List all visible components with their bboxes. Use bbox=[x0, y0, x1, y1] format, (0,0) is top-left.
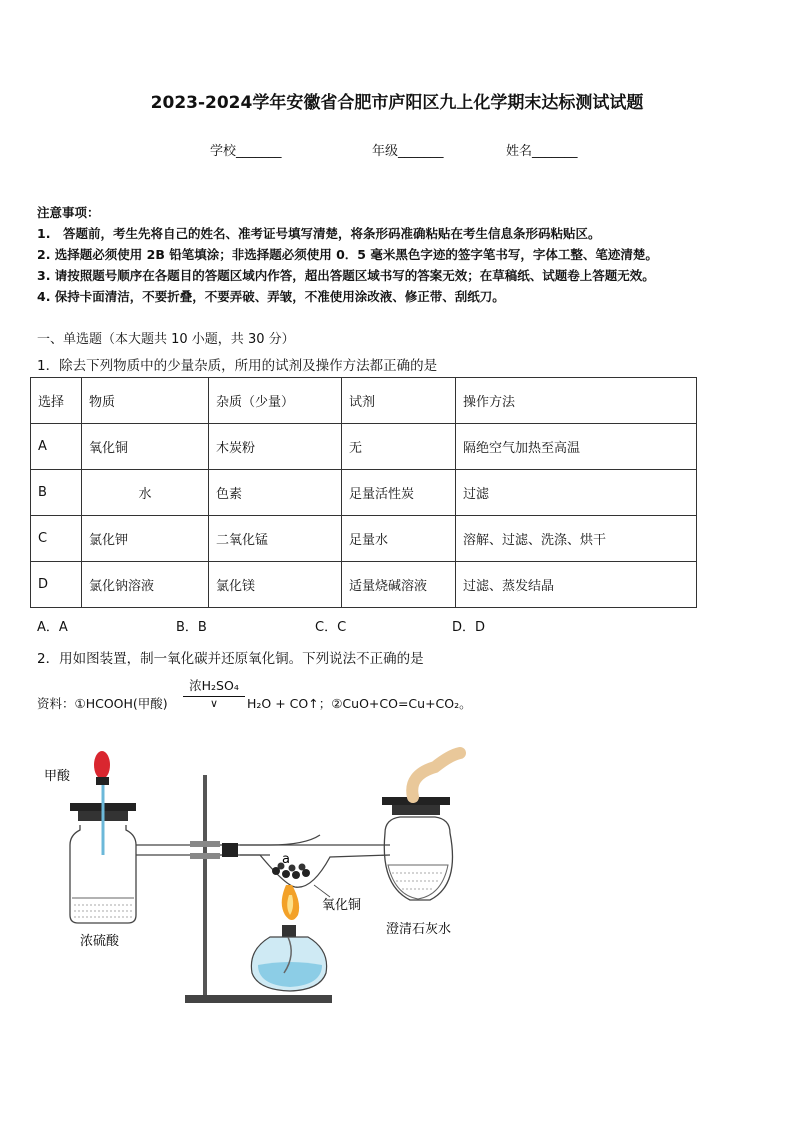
grade-field: 年级_______ bbox=[372, 144, 444, 159]
table-cell: 氯化镁 bbox=[209, 562, 342, 608]
choice-a[interactable]: A．A bbox=[37, 620, 68, 635]
table-row bbox=[31, 424, 697, 470]
table-cell: 氧化铜 bbox=[82, 424, 209, 470]
table-cell: 二氧化锰 bbox=[209, 516, 342, 562]
table-cell: 水 bbox=[82, 470, 209, 516]
alcohol-lamp bbox=[251, 885, 326, 991]
table-row bbox=[31, 562, 697, 608]
table-cell: 氯化钠溶液 bbox=[82, 562, 209, 608]
table-row bbox=[31, 516, 697, 562]
table-cell: 足量水 bbox=[342, 516, 456, 562]
table-cell: 色素 bbox=[209, 470, 342, 516]
notes-heading: 注意事项： bbox=[37, 205, 100, 220]
table-header-cell: 物质 bbox=[82, 378, 209, 424]
table-cell: 过滤 bbox=[456, 470, 697, 516]
label-a: a bbox=[282, 852, 290, 867]
table-cell: 无 bbox=[342, 424, 456, 470]
table-cell: C bbox=[31, 516, 82, 562]
choice-b[interactable]: B．B bbox=[176, 620, 207, 635]
formula-prefix: 资料：①HCOOH(甲酸) bbox=[37, 696, 168, 711]
table-cell: 适量烧碱溶液 bbox=[342, 562, 456, 608]
condition-top: 浓H₂SO₄ bbox=[189, 678, 239, 693]
formula-suffix: H₂O + CO↑；②CuO+CO=Cu+CO₂。 bbox=[247, 696, 472, 711]
table-cell: 溶解、过滤、洗涤、烘干 bbox=[456, 516, 697, 562]
choice-d[interactable]: D．D bbox=[452, 620, 486, 635]
note-item: 1. 答题前，考生先将自己的姓名、准考证号填写清楚，将条形码准确粘贴在考生信息条形码粘贴区。 bbox=[37, 226, 601, 241]
table-header-cell: 杂质（少量） bbox=[209, 378, 342, 424]
table-header-row bbox=[31, 378, 697, 424]
note-item: 3. 请按照题号顺序在各题目的答题区域内作答，超出答题区域书写的答案无效；在草稿纸、试题卷上答题无效。 bbox=[37, 268, 655, 283]
question-2-stem: 2．用如图装置，制一氧化碳并还原氧化铜。下列说法不正确的是 bbox=[37, 651, 424, 667]
table-cell: D bbox=[31, 562, 82, 608]
table-cell: 氯化钾 bbox=[82, 516, 209, 562]
table-header-cell: 试剂 bbox=[342, 378, 456, 424]
table-header-cell: 选择 bbox=[31, 378, 82, 424]
combustion-tube bbox=[240, 845, 390, 887]
table-cell: 隔绝空气加热至高温 bbox=[456, 424, 697, 470]
section-heading: 一、单选题（本大题共 10 小题，共 30 分） bbox=[37, 332, 295, 347]
question-1-table bbox=[30, 377, 697, 608]
reaction-condition bbox=[183, 676, 245, 711]
dropper-icon bbox=[94, 751, 110, 785]
page-title: 2023-2024学年安徽省合肥市庐阳区九上化学期末达标测试试题 bbox=[150, 93, 644, 113]
table-cell: 木炭粉 bbox=[209, 424, 342, 470]
label-copper-oxide: 氧化铜 bbox=[322, 898, 362, 913]
note-item: 2. 选择题必须使用 2B 铅笔填涂；非选择题必须使用 0．5 毫米黑色字迹的签字笔书写，字体工整、笔迹清楚。 bbox=[37, 247, 658, 262]
label-formic-acid: 甲酸 bbox=[44, 769, 71, 784]
question-1-stem: 1．除去下列物质中的少量杂质，所用的试剂及操作方法都正确的是 bbox=[37, 358, 438, 374]
school-field: 学校_______ bbox=[210, 144, 282, 159]
table-cell: 过滤、蒸发结晶 bbox=[456, 562, 697, 608]
apparatus-diagram bbox=[30, 745, 480, 1015]
label-limewater: 澄清石灰水 bbox=[386, 922, 452, 937]
choice-c[interactable]: C．C bbox=[315, 620, 347, 635]
table-header-cell: 操作方法 bbox=[456, 378, 697, 424]
name-field: 姓名_______ bbox=[506, 144, 578, 159]
note-item: 4. 保持卡面清洁，不要折叠，不要弄破、弄皱，不准使用涂改液、修正带、刮纸刀。 bbox=[37, 289, 505, 304]
table-cell: 足量活性炭 bbox=[342, 470, 456, 516]
label-sulfuric-acid: 浓硫酸 bbox=[80, 934, 120, 949]
right-flask bbox=[382, 753, 460, 900]
condition-bottom: ∨ bbox=[209, 697, 219, 710]
left-flask bbox=[70, 785, 136, 923]
table-cell: A bbox=[31, 424, 82, 470]
table-row bbox=[31, 470, 697, 516]
table-cell: B bbox=[31, 470, 82, 516]
